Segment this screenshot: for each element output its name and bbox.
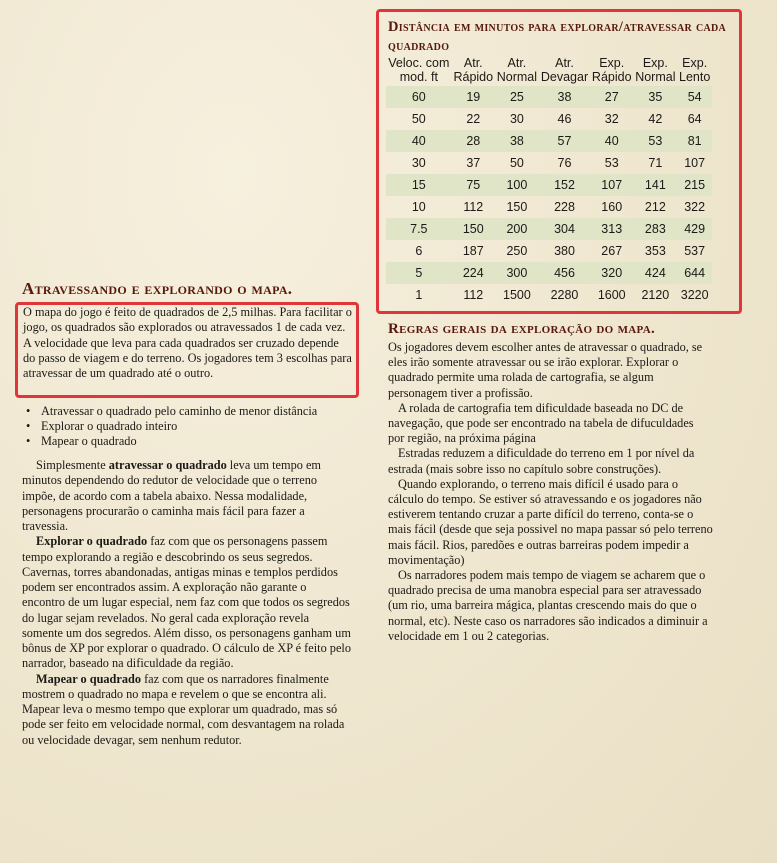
option-list xyxy=(22,404,352,449)
table-row xyxy=(386,196,712,218)
table-cell: 42 xyxy=(648,112,663,126)
table-cell: 107 xyxy=(590,174,633,196)
paragraph: Os jogadores devem escolher antes de atravessar o quadrado, se eles irão somente atravessar ou se irão explorar. Explorar o quadrado permite uma rolada de cartografia, se algum personagem tiver a profissão. xyxy=(388,340,703,400)
table-cell: 141 xyxy=(633,174,677,196)
table-cell: 429 xyxy=(677,218,712,240)
table-cell: 64 xyxy=(687,112,702,126)
table-cell: 283 xyxy=(633,218,677,240)
column-header-line: Atr. xyxy=(507,56,527,70)
paragraph: Estradas reduzem a dificuldade do terreno em 1 por nível da estrada (mais sobre isso no capítulo sobre construções). xyxy=(388,446,695,476)
table-cell: 212 xyxy=(644,200,666,214)
table-cell: 1 xyxy=(415,288,423,302)
table-cell: 75 xyxy=(452,174,495,196)
table-cell: 107 xyxy=(684,156,706,170)
table-header-row xyxy=(386,56,712,86)
column-header xyxy=(386,56,452,86)
table-cell: 38 xyxy=(495,130,539,152)
table-cell: 25 xyxy=(495,86,539,108)
table-cell: 228 xyxy=(554,200,575,214)
table-title: Distância em minutos para explorar/atravessar cada quadrado xyxy=(388,19,727,54)
table-cell: 28 xyxy=(452,130,495,152)
table-cell: 19 xyxy=(452,86,495,108)
table-cell: 81 xyxy=(677,130,712,152)
table-cell: 644 xyxy=(677,262,712,284)
list-item: • Explorar o quadrado inteiro xyxy=(22,419,352,434)
table-cell: 150 xyxy=(506,200,528,214)
table-cell: 35 xyxy=(633,86,677,108)
table-cell: 54 xyxy=(677,86,712,108)
column-header-line: Rápido xyxy=(591,70,632,84)
column-header xyxy=(633,56,677,86)
table-cell: 112 xyxy=(463,200,484,214)
table-cell: 160 xyxy=(601,200,623,214)
table-cell: 304 xyxy=(539,218,590,240)
column-header-line: Exp. xyxy=(682,56,708,70)
table-cell: 46 xyxy=(557,112,572,126)
left-body xyxy=(22,458,352,748)
column-header xyxy=(495,56,539,86)
table-row xyxy=(386,218,712,240)
table-row xyxy=(386,86,712,108)
table-cell: 40 xyxy=(386,130,452,152)
intro-paragraph: O mapa do jogo é feito de quadrados de 2,5 milhas. Para facilitar o jogo, os quadrados são explorados ou atravessados 1 de cada vez. A velocidade que leva para cada quadrados ser cruzado depende do passo de viagem e do terreno. Os jogadores tem 3 escolhas para atravessar de um quadrado até o outro. xyxy=(23,305,352,381)
distance-table xyxy=(386,56,712,306)
table-cell: 60 xyxy=(386,86,452,108)
table-cell: 187 xyxy=(462,244,484,258)
table-cell: 456 xyxy=(539,262,590,284)
table-cell: 313 xyxy=(590,218,633,240)
table-cell: 32 xyxy=(604,112,619,126)
table-cell: 6 xyxy=(415,244,423,258)
table-cell: 38 xyxy=(539,86,590,108)
column-header xyxy=(677,56,712,86)
table-cell: 2280 xyxy=(550,288,579,302)
column-header-line: Lento xyxy=(679,70,711,84)
paragraph-atravessar: Simplesmente atravessar o quadrado leva um tempo em minutos dependendo do redutor de velocidade que o terreno impõe, de acordo com a tabela abaixo. Nessa modalidade, personagens procurarão o caminha mais fácil para fazer a travessia. xyxy=(22,458,321,533)
table-cell: 320 xyxy=(590,262,633,284)
right-body xyxy=(388,340,713,644)
table-cell: 152 xyxy=(539,174,590,196)
table-cell: 150 xyxy=(452,218,495,240)
column-header xyxy=(590,56,633,86)
bold-term: Mapear o quadrado xyxy=(36,671,141,686)
table-cell: 53 xyxy=(604,156,619,170)
table-cell: 424 xyxy=(633,262,677,284)
table-cell: 300 xyxy=(495,262,539,284)
left-section-heading: Atravessando e explorando o mapa. xyxy=(22,279,293,298)
right-section-heading: Regras gerais da exploração do mapa. xyxy=(388,321,655,337)
table-cell: 50 xyxy=(411,112,426,126)
column-header-line: Rápido xyxy=(453,70,494,84)
table-row xyxy=(386,108,712,130)
column-header-line: Devagar xyxy=(540,70,589,84)
bold-term: atravessar o quadrado xyxy=(108,458,227,472)
table-row xyxy=(386,152,712,174)
table-cell: 224 xyxy=(452,262,495,284)
table-cell: 22 xyxy=(466,112,481,126)
list-item: • Atravessar o quadrado pelo caminho de menor distância xyxy=(22,404,352,419)
table-cell: 57 xyxy=(539,130,590,152)
column-header-line: Normal xyxy=(635,70,676,84)
paragraph: A rolada de cartografia tem dificuldade baseada no DC de navegação, que pode ser encontrado na tabela de difuculdades por região, na próxima página xyxy=(388,400,694,446)
list-item: • Mapear o quadrado xyxy=(22,434,352,449)
paragraph-explorar: Explorar o quadrado faz com que os personagens passem tempo explorando a região e descobrindo os seus segredos. Cavernas, torres abandonadas, antigas minas e templos perdidos podem ser encontrados assim. A exploração não garante o encontro de um lugar especial, nem faz com que todos os segredos do lugar sejam revelados. No geral cada exploração revela somente um dos segredos. Além disso, os personagens ganham um bônus de XP por explorar o quadrado. O cálculo de XP é feito pelo narrador, baseado na dificuldade da região. xyxy=(22,534,351,671)
table-cell: 15 xyxy=(386,174,452,196)
table-cell: 2120 xyxy=(641,288,670,302)
table-row xyxy=(386,174,712,196)
column-header-line: Veloc. com xyxy=(388,56,450,70)
table-cell: 3220 xyxy=(680,288,709,302)
column-header-line: mod. ft xyxy=(399,70,438,84)
table-cell: 1500 xyxy=(503,288,531,302)
table-cell: 322 xyxy=(684,200,706,214)
paragraph: Os narradores podem mais tempo de viagem se acharem que o quadrado precisa de uma manobra especial para ser atravessado (um rio, uma barreira mágica, plantas crescendo mais do que o normal, etc). Neste caso os narradores são indicados a diminuir a velocidade em 1 ou 2 categorias. xyxy=(388,568,708,643)
table-cell: 37 xyxy=(466,156,481,170)
table-cell: 250 xyxy=(506,244,528,258)
table-cell: 537 xyxy=(684,244,706,258)
table-cell: 27 xyxy=(590,86,633,108)
table-row xyxy=(386,130,712,152)
column-header-line: Exp. xyxy=(642,56,668,70)
table-row xyxy=(386,284,712,306)
table-row xyxy=(386,240,712,262)
table-cell: 76 xyxy=(557,156,572,170)
table-cell: 30 xyxy=(509,112,524,126)
column-header-line: Exp. xyxy=(599,56,625,70)
column-header-line: Normal xyxy=(496,70,538,84)
table-cell: 200 xyxy=(495,218,539,240)
paragraph: Quando explorando, o terreno mais difícil é usado para o cálculo do tempo. Se estiver só atravessando e os jogadores não estiverem tentando cruzar a parte difícil do terreno, conta-se o mais fácil (desde que seja possivel no mapa passar só pelo terreno mais fácil. Rios, paredões e outras barreiras podem impedir a movimentação) xyxy=(388,476,713,567)
table-cell: 267 xyxy=(601,244,623,258)
table-cell: 215 xyxy=(677,174,712,196)
column-header xyxy=(539,56,590,86)
table-cell: 112 xyxy=(463,288,484,302)
bold-term: Explorar o quadrado xyxy=(36,534,148,549)
table-row xyxy=(386,262,712,284)
table-cell: 1600 xyxy=(597,288,626,302)
table-cell: 10 xyxy=(411,200,426,214)
table-cell: 71 xyxy=(648,156,663,170)
table-cell: 7.5 xyxy=(386,218,452,240)
table-cell: 53 xyxy=(633,130,677,152)
table-body xyxy=(386,86,712,306)
table-cell: 40 xyxy=(590,130,633,152)
column-header-line: Atr. xyxy=(555,56,574,70)
table-cell: 5 xyxy=(386,262,452,284)
table-cell: 380 xyxy=(554,244,575,258)
paragraph-mapear: Mapear o quadrado faz com que os narradores finalmente mostrem o quadrado no mapa e revelem o que se encontra ali. Mapear leva o mesmo tempo que explorar um quadrado, mas só pode ser feito em velocidade normal, com desvantagem na rolada ou velocidade devagar, sem nenhum redutor. xyxy=(22,671,345,747)
column-header xyxy=(452,56,495,86)
table-cell: 353 xyxy=(644,244,666,258)
table-cell: 50 xyxy=(509,156,524,170)
column-header-line: Atr. xyxy=(463,56,483,70)
table-cell: 30 xyxy=(411,156,426,170)
table-cell: 100 xyxy=(495,174,539,196)
